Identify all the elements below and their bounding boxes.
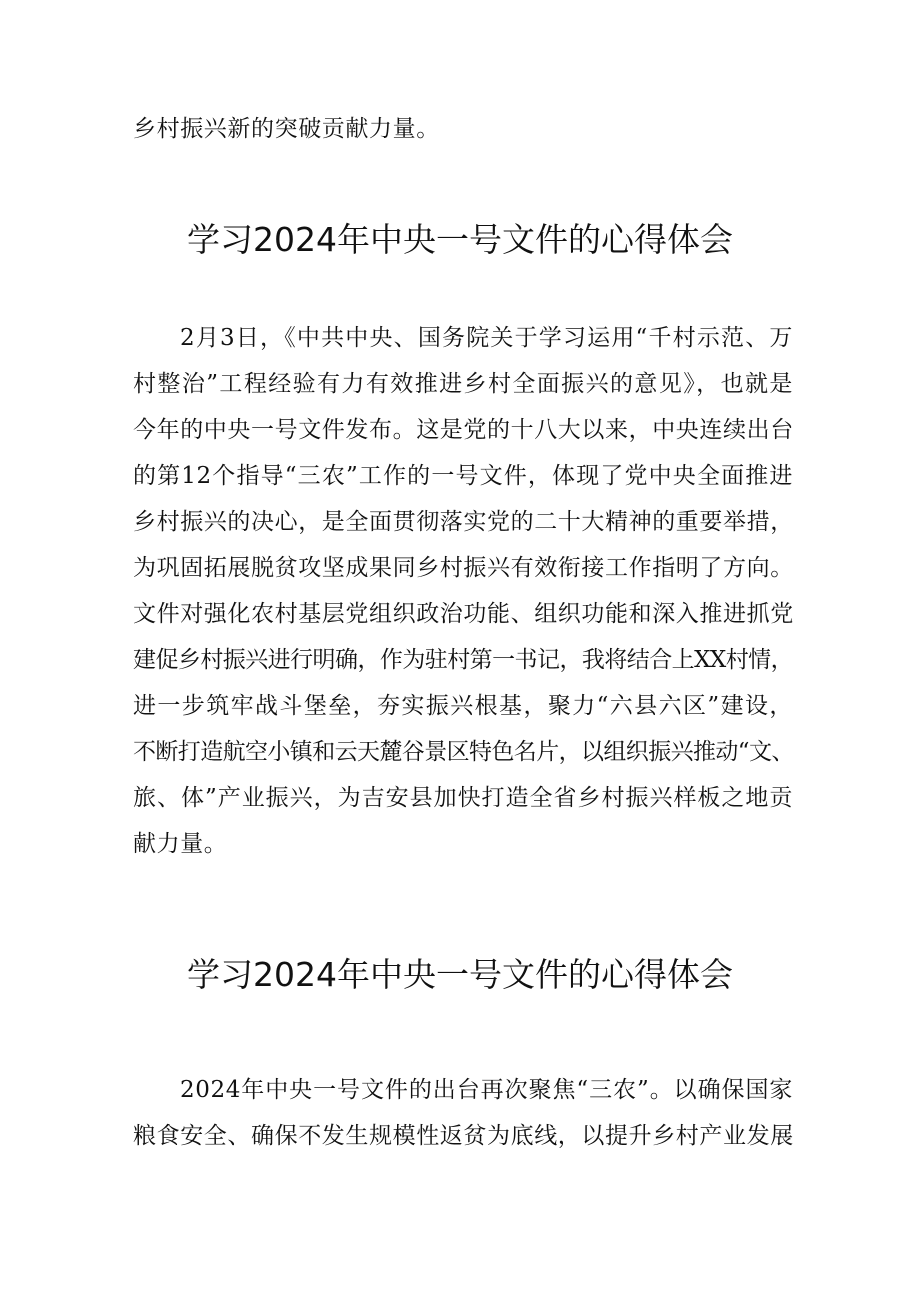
paragraph-line: 旅、体”产业振兴，为吉安县加快打造全省乡村振兴样板之地贡	[133, 785, 793, 811]
section-title-2: 学习2024年中央一号文件的心得体会	[187, 955, 733, 994]
paragraph-line: 进一步筑牢战斗堡垒，夯实振兴根基，聚力“六县六区”建设，	[133, 693, 793, 719]
section-title-1: 学习2024年中央一号文件的心得体会	[187, 220, 733, 259]
paragraph-line: 村整治”工程经验有力有效推进乡村全面振兴的意见》，也就是	[133, 371, 793, 397]
paragraph-line: 乡村振兴的决心，是全面贯彻落实党的二十大精神的重要举措，	[133, 509, 794, 535]
paragraph-line: 今年的中央一号文件发布。这是党的十八大以来，中央连续出台	[133, 417, 794, 443]
paragraph-line: 的第12个指导“三农”工作的一号文件，体现了党中央全面推进	[133, 463, 793, 489]
paragraph-line: 2024年中央一号文件的出台再次聚焦“三农”。以确保国家	[180, 1077, 793, 1103]
paragraph-line: 为巩固拓展脱贫攻坚成果同乡村振兴有效衔接工作指明了方向。	[133, 555, 794, 581]
paragraph-line: 献力量。	[133, 831, 228, 857]
paragraph-line: 文件对强化农村基层党组织政治功能、组织功能和深入推进抓党	[133, 601, 794, 627]
paragraph-line: 不断打造航空小镇和云天麓谷景区特色名片，以组织振兴推动“文、	[133, 739, 794, 765]
paragraph-line: 建促乡村振兴进行明确，作为驻村第一书记，我将结合上XX村情，	[133, 647, 793, 673]
paragraph-line: 2月3日，《中共中央、国务院关于学习运用“千村示范、万	[180, 325, 793, 351]
paragraph-line: 粮食安全、确保不发生规模性返贫为底线，以提升乡村产业发展	[133, 1123, 794, 1149]
carryover-paragraph-line: 乡村振兴新的突破贡献力量。	[133, 116, 440, 142]
